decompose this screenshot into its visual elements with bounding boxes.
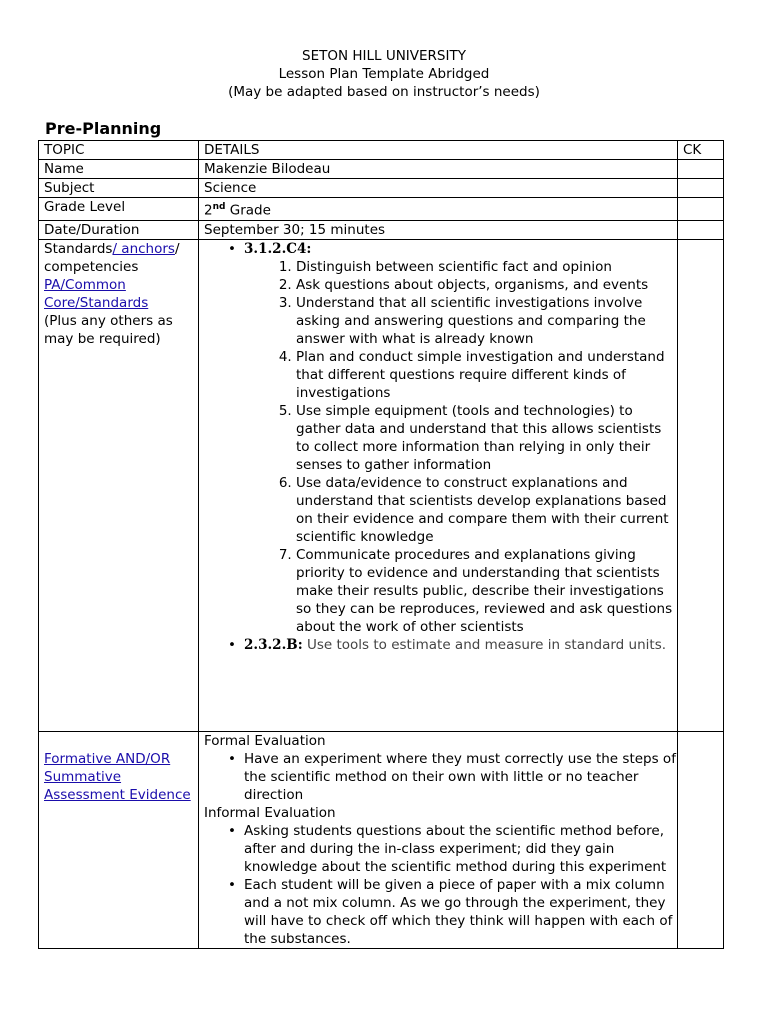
ck-cell: [678, 220, 724, 239]
table-row: [39, 731, 724, 948]
grade-number: 2: [204, 202, 213, 219]
table-row: [39, 239, 724, 731]
anchors-link[interactable]: / anchors: [112, 240, 175, 257]
standards-list-2: [204, 636, 677, 654]
table-row: [39, 160, 724, 179]
column-header-topic: TOPIC: [39, 141, 199, 160]
row-label-assessment: [39, 731, 199, 948]
row-value-date: September 30; 15 minutes: [199, 220, 678, 239]
ck-cell: [678, 179, 724, 198]
ck-cell: [678, 160, 724, 179]
table-row: [39, 198, 724, 221]
row-value-name: Makenzie Bilodeau: [199, 160, 678, 179]
list-item: [244, 240, 677, 258]
standard-code: 3.1.2.C4:: [244, 240, 312, 257]
template-note: (May be adapted based on instructor’s needs): [228, 84, 540, 100]
table-header-row: [39, 141, 724, 160]
pa-common-core-link[interactable]: PA/Common Core/Standards: [44, 276, 149, 311]
formal-evaluation-list: [204, 750, 677, 804]
row-label-name: Name: [39, 160, 199, 179]
informal-evaluation-heading: Informal Evaluation: [204, 804, 336, 821]
list-item: • Have an experiment where they must correctly use the steps of the scientific method on their own with little or no teacher direction: [244, 750, 677, 804]
list-item: 4. Plan and conduct simple investigation and understand that different questions require different kinds of investigations: [296, 348, 677, 402]
ck-cell: [678, 731, 724, 948]
table-row: [39, 220, 724, 239]
informal-evaluation-list: [204, 822, 677, 948]
row-value-subject: Science: [199, 179, 678, 198]
list-item: 5. Use simple equipment (tools and technologies) to gather data and understand that this allows scientists to collect more information than relying in only their senses to gather information: [296, 402, 677, 474]
template-title: Lesson Plan Template Abridged: [278, 66, 490, 82]
standards-details: [199, 239, 678, 731]
standards-list: [204, 240, 677, 258]
standards-sublist: [204, 258, 677, 636]
standards-label: Standards: [44, 240, 113, 257]
list-item: [244, 636, 677, 654]
list-item: 3. Understand that all scientific investigations involve asking and answering questions and comparing the answer with what is already known: [296, 294, 677, 348]
pre-planning-table: [38, 140, 724, 949]
row-label-subject: Subject: [39, 179, 199, 198]
assessment-link[interactable]: Formative AND/OR Summative Assessment Evidence: [44, 750, 191, 803]
column-header-ck: CK: [678, 141, 724, 160]
row-label-standards: [39, 239, 199, 731]
table-row: [39, 179, 724, 198]
assessment-details: [199, 731, 678, 948]
standards-note: (Plus any others as may be required): [44, 312, 173, 347]
grade-text: Grade: [225, 202, 271, 219]
document-header: [0, 47, 768, 101]
grade-suffix: nd: [212, 202, 226, 212]
ck-cell: [678, 239, 724, 731]
column-header-details: DETAILS: [199, 141, 678, 160]
row-label-date: Date/Duration: [39, 220, 199, 239]
standard-code: 2.3.2.B:: [244, 636, 303, 653]
ck-cell: [678, 198, 724, 221]
competencies-label: / competencies: [44, 240, 180, 275]
row-label-grade: Grade Level: [39, 198, 199, 221]
standard-text: Use tools to estimate and measure in standard units.: [302, 636, 667, 653]
list-item: • Asking students questions about the scientific method before, after and during the in-class experiment; did they gain knowledge about the scientific method during this experiment: [244, 822, 677, 876]
university-name: SETON HILL UNIVERSITY: [302, 48, 466, 64]
list-item: 1. Distinguish between scientific fact and opinion: [296, 258, 677, 276]
row-value-grade: [199, 198, 678, 221]
formal-evaluation-heading: Formal Evaluation: [204, 732, 326, 749]
list-item: 6. Use data/evidence to construct explanations and understand that scientists develop explanations based on their evidence and compare them with their current scientific knowledge: [296, 474, 677, 546]
list-item: 7. Communicate procedures and explanations giving priority to evidence and understanding that scientists make their results public, describe their investigations so they can be reproduces, reviewed and ask questions about the work of other scientists: [296, 546, 677, 636]
list-item: 2. Ask questions about objects, organisms, and events: [296, 276, 677, 294]
section-title: Pre-Planning: [45, 119, 162, 138]
list-item: • Each student will be given a piece of paper with a mix column and a not mix column. As we go through the experiment, they will have to check off which they think will happen with each of the substances.: [244, 876, 677, 948]
